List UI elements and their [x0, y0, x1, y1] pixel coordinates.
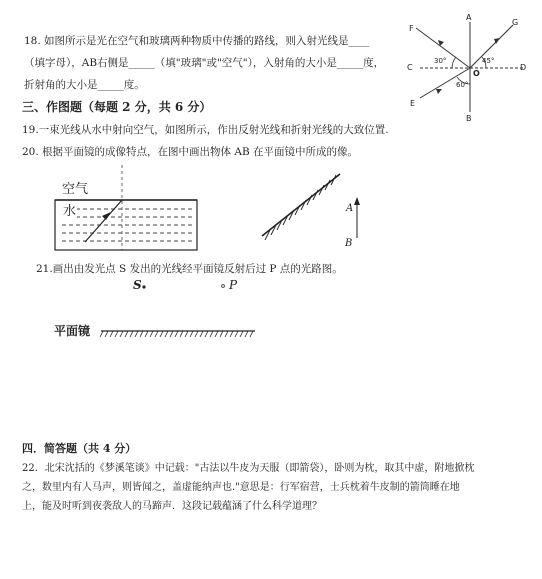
q22-line2: 之，数里内有人马声，则皆闻之，盖虚能纳声也."意思是：行军宿营，士兵枕着牛皮制的箭筒睡在地: [22, 482, 460, 493]
q18-line3: 折射角的大小是_____度。: [24, 79, 145, 91]
fig18-label-e: E: [410, 99, 416, 108]
fig18-angle-30: 30°: [434, 57, 447, 65]
q21-text: 21.画出由发光点 S 发出的光线经平面镜反射后过 P 点的光路图。: [36, 263, 343, 275]
fig18-label-d: D: [520, 63, 527, 72]
q18-line2: （填字母），AB右侧是_____（填"玻璃"或"空气"），入射角的大小是_____度，: [24, 57, 385, 69]
fig20-label-b: B: [345, 238, 353, 249]
fig19-water-label: 水: [63, 204, 77, 219]
fig18-label-f: F: [409, 24, 414, 33]
fig21-p-label: P: [229, 278, 238, 292]
fig18-angle-60: 60°: [456, 81, 469, 89]
fig21-mirror-label: 平面镜: [54, 324, 91, 338]
q22-line1: 22．北宋沈括的《梦溪笔谈》中记载："古法以牛皮为天服（即箭袋），卧则为枕，取其中虚，附地掀枕: [22, 463, 475, 474]
q20-text: 20. 根据平面镜的成像特点，在图中画出物体 AB 在平面镜中所成的像。: [22, 146, 359, 158]
fig18-label-c: C: [407, 63, 413, 72]
fig18-label-o: O: [473, 69, 480, 78]
fig18-label-g: G: [512, 18, 519, 27]
section-4-title: 四．简答题（共 4 分）: [22, 442, 137, 455]
fig21-s-label: S: [133, 278, 142, 292]
fig18-label-a: A: [466, 13, 472, 22]
section-3-title: 三、作图题（每题 2 分，共 6 分）: [22, 100, 212, 114]
fig19-air-label: 空气: [62, 182, 89, 197]
fig18-label-b: B: [466, 114, 472, 123]
q19-text: 19.一束光线从水中射向空气，如图所示，作出反射光线和折射光线的大致位置.: [22, 124, 389, 136]
fig18-angle-45: 45°: [482, 57, 495, 65]
q22-line3: 上，能及时听到夜袭敌人的马蹄声．这段记载蕴涵了什么科学道理？: [22, 501, 322, 512]
q18-line1: 18. 如图所示是光在空气和玻璃两种物质中传播的路线，则入射光线是____: [24, 35, 370, 47]
fig20-label-a: A: [346, 203, 354, 214]
